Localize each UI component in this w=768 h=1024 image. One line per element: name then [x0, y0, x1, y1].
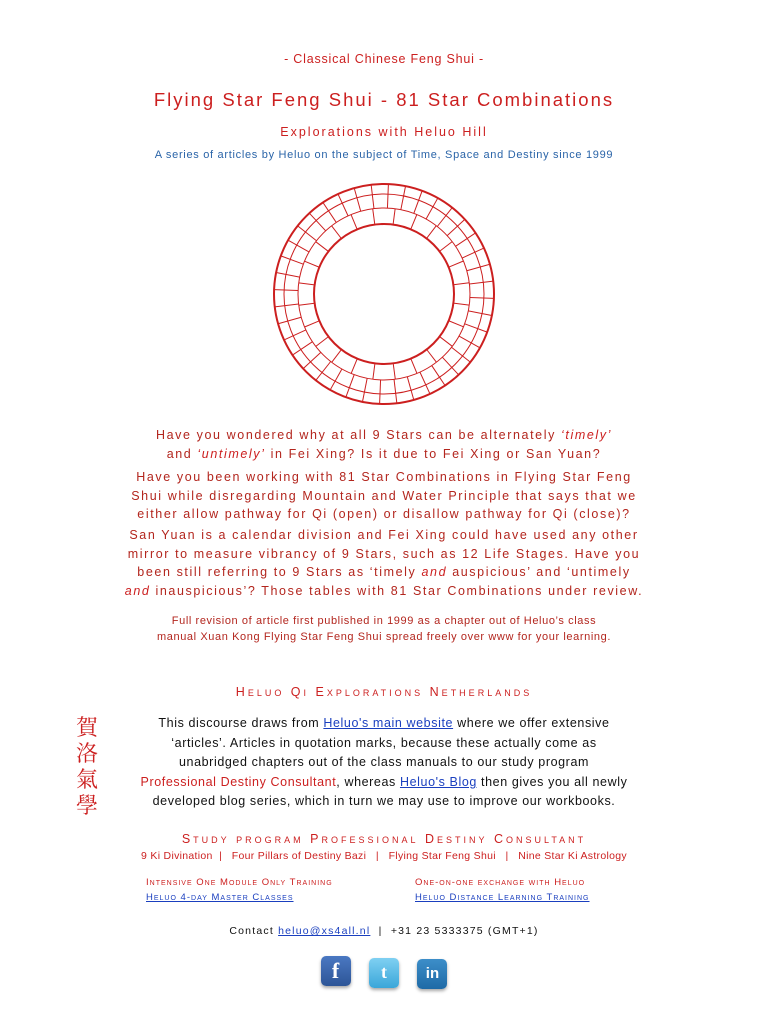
intro-paragraph-1: Have you wondered why at all 9 Stars can be alternately ‘timely’ and ‘untimely’ in Fei Xing? Is it due to Fei Xing or San Yuan? — [155, 428, 613, 461]
study-heading: Study program Professional Destiny Consultant — [181, 832, 587, 846]
luopan-ring-diagram — [270, 180, 498, 408]
social-icons — [0, 956, 768, 989]
org-paragraph: This discourse draws from Heluo's main website where we offer extensive ‘articles’. Articles in quotation marks, because these actually come as unabridged chapters out of the class manuals to our study program Professional Destiny Consultant, whereas Heluo's Blog then gives you all newly developed blog series, which in turn we may use to improve our workbooks. — [140, 716, 628, 808]
revision-note: Full revision of article first published in 1999 as a chapter out of Heluo’s class manual Xuan Kong Flying Star Feng Shui spread freely over www for your learning. — [157, 615, 611, 643]
page-subtitle: Explorations with Heluo Hill — [280, 125, 488, 139]
untimely-word: ‘untimely’ — [197, 446, 266, 461]
course-9ki: 9 Ki Divination — [141, 850, 213, 862]
intensive-module-text: Intensive One Module Only Training — [146, 877, 333, 888]
byline: A series of articles by Heluo on the subject of Time, Space and Destiny since 1999 — [154, 149, 614, 161]
chinese-seal-text: 賀 洛 氣 學 — [75, 716, 98, 819]
distance-learning-link[interactable]: Heluo Distance Learning Training — [415, 892, 590, 903]
blog-link[interactable]: Heluo's Blog — [399, 774, 477, 789]
header-kicker: - Classical Chinese Feng Shui - — [284, 52, 484, 66]
pdc-text: Professional Destiny Consultant — [140, 774, 337, 789]
course-list: 9 Ki Divination | Four Pillars of Destiny Bazi | Flying Star Feng Shui | Nine Star Ki Astrology — [141, 850, 627, 862]
org-heading: Heluo Qi Explorations Netherlands — [235, 685, 533, 699]
course-nine-star-ki: Nine Star Ki Astrology — [518, 850, 627, 862]
one-on-one-text: One-on-one exchange with Heluo — [415, 877, 586, 888]
phone-number: +31 23 5333375 (GMT+1) — [390, 925, 539, 937]
twitter-icon[interactable]: t — [369, 958, 399, 988]
course-flying-star: Flying Star Feng Shui — [388, 850, 496, 862]
page-title: Flying Star Feng Shui - 81 Star Combinations — [153, 89, 615, 110]
contact-line: Contact heluo@xs4all.nl | +31 23 5333375 (GMT+1) — [229, 925, 539, 937]
linkedin-icon[interactable]: in — [417, 959, 447, 989]
intro-paragraph-2: Have you been working with 81 Star Combinations in Flying Star Feng Shui while disregarding Mountain and Water Principle that says that we either allow pathway for Qi (open) or disallow pathway for Qi (close)? — [131, 470, 637, 521]
email-link[interactable]: heluo@xs4all.nl — [278, 925, 371, 937]
intro-paragraph-3: San Yuan is a calendar division and Fei Xing could have used any other mirror to measure vibrancy of 9 Stars, such as 12 Life Stages. Have you been still referring to 9 Stars as ‘timely and auspicious’ and ‘untimely and inauspicious’? Those tables with 81 Star Combinations under review. — [124, 528, 644, 598]
master-classes-link[interactable]: Heluo 4-day Master Classes — [146, 892, 294, 903]
course-bazi: Four Pillars of Destiny Bazi — [231, 850, 367, 862]
facebook-icon[interactable]: f — [321, 956, 351, 986]
main-website-link[interactable]: Heluo's main website — [323, 716, 454, 730]
timely-word: ‘timely’ — [561, 428, 613, 442]
